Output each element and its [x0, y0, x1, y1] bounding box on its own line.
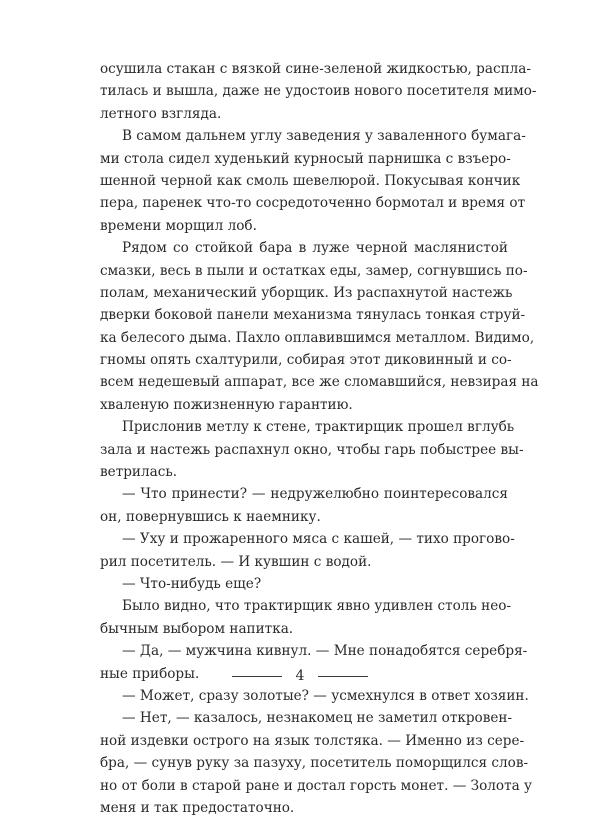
text-line: летного взгляда.	[100, 105, 222, 122]
text-line: Прислонив метлу к стене, трактирщик прошел вглубь	[122, 419, 515, 436]
text-line: пера, паренек что-то сосредоточенно бормотал и время от	[100, 195, 526, 212]
text-line: гномы опять схалтурили, собирая этот диковинный и со-	[100, 352, 512, 369]
text-line: времени морщил лоб.	[100, 217, 257, 234]
text-line: полам, механический уборщик. Из распахнутой настежь	[100, 284, 513, 301]
text-line: тилась и вышла, даже не удостоив нового посетителя мимо-	[100, 83, 537, 100]
text-line: ной издевки острого на язык толстяка. — Именно из сере-	[100, 732, 525, 749]
text-line: рил посетитель. — И кувшин с водой.	[100, 553, 372, 570]
page-footer	[0, 664, 600, 688]
text-line: хваленую пожизненную гарантию.	[100, 396, 353, 413]
text-line: бычным выбором напитка.	[100, 620, 294, 637]
text-line: всем недешевый аппарат, все же сломавшийся, невзирая на	[100, 374, 539, 391]
text-line: — Уху и прожаренного мяса с кашей, — тихо прогово-	[122, 531, 515, 548]
footer-rule-right	[318, 676, 368, 677]
text-line: — Что принести? — недружелюбно поинтересовался	[122, 486, 508, 503]
text-line: ные приборы.	[100, 665, 200, 682]
text-line: В самом дальнем углу заведения у заваленного бумага-	[122, 128, 526, 145]
text-line: Было видно, что трактирщик явно удивлен столь нео-	[122, 598, 512, 615]
text-line: шенной черной как смоль шевелюрой. Покусывая кончик	[100, 172, 521, 189]
text-line: смазки, весь в пыли и остатках еды, замер, согнувшись по-	[100, 262, 528, 279]
text-line: осушила стакан с вязкой сине-зеленой жидкостью, распла-	[100, 61, 531, 77]
body-text	[100, 58, 539, 819]
text-line: — Да, — мужчина кивнул. — Мне понадобятся серебря-	[122, 643, 528, 660]
text-line: Рядом со стойкой бара в луже черной маслянистой	[122, 240, 508, 257]
footer-rule-left	[232, 676, 282, 677]
text-line: — Нет, — казалось, незнакомец не заметил откровен-	[122, 710, 513, 727]
text-line: зала и настежь распахнул окно, чтобы гарь побыстрее вы-	[100, 441, 524, 458]
text-line: но от боли в старой ране и достал горсть монет. — Золота у	[100, 777, 533, 794]
text-line: — Что-нибудь еще?	[122, 575, 262, 592]
page-number: 4	[295, 668, 305, 684]
text-line: меня и так предостаточно.	[100, 799, 295, 816]
text-line: — Может, сразу золотые? — усмехнулся в ответ хозяин.	[122, 687, 529, 704]
text-line: ка белесого дыма. Пахло оплавившимся металлом. Видимо,	[100, 329, 535, 346]
text-line: он, повернувшись к наемнику.	[100, 508, 321, 525]
text-line: ветрилась.	[100, 464, 178, 481]
text-line: ми стола сидел худенький курносый парнишка с взъеро-	[100, 150, 511, 167]
text-line: бра, — сунув руку за пазуху, посетитель поморщился слов-	[100, 755, 529, 772]
text-line: дверки боковой панели механизма тянулась тонкая струй-	[100, 307, 526, 324]
